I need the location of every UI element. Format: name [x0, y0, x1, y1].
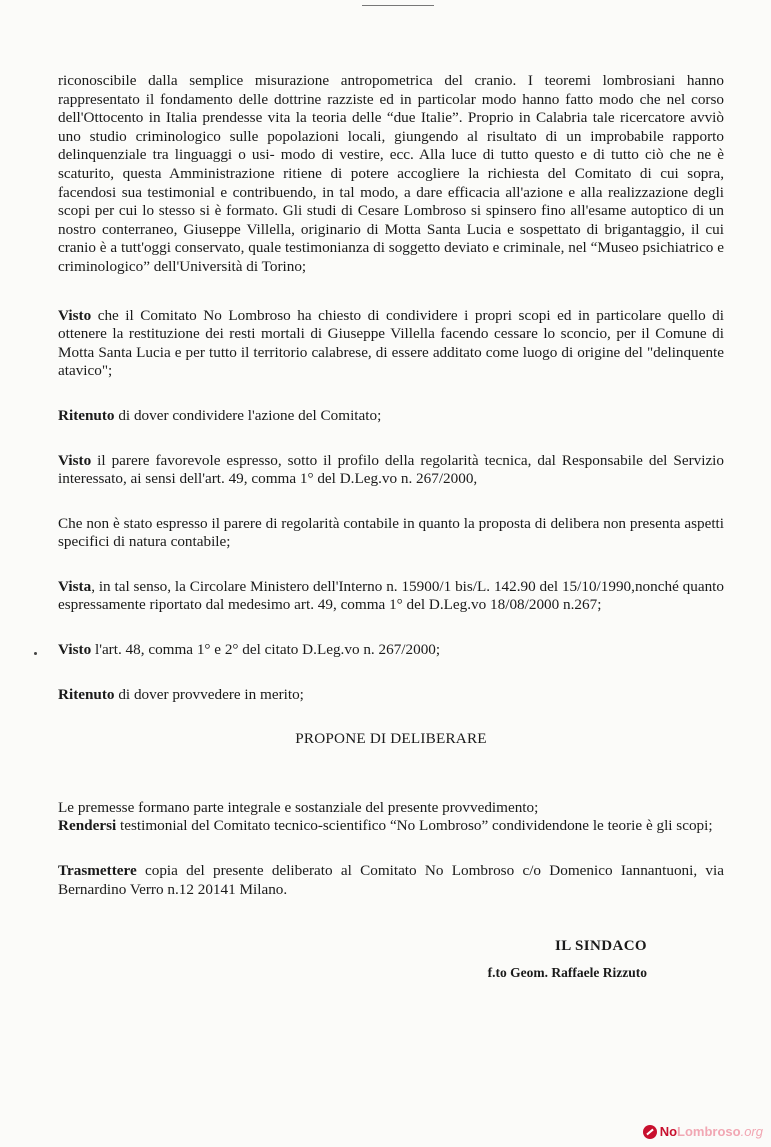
paragraph-text: l'art. 48, comma 1° e 2° del citato D.Leg.vo n. 267/2000;	[91, 641, 441, 659]
paragraph-regolarita-contabile: Che non è stato espresso il parere di regolarità contabile in quanto la proposta di delibera non presenta aspetti specifici di natura contabile;	[58, 514, 724, 551]
paragraph-text: di dover provvedere in merito;	[114, 685, 304, 703]
paragraph-visto-art48	[58, 641, 724, 660]
paragraph-text: il parere favorevole espresso, sotto il profilo della regolarità tecnica, dal Responsabile del Servizio interessato, ai sensi dell'art. 49, comma 1° del D.Leg.vo n. 267/2000,	[58, 451, 724, 488]
paragraph-text: , in tal senso, la Circolare Ministero dell'Interno n. 15900/1 bis/L. 142.90 del 15/10/1990,nonché quanto espressamente riportato dal medesimo art. 49, comma 1° del D.Leg.vo 18/08/2000 n.267;	[58, 577, 724, 614]
paragraph-text: di dover condividere l'azione del Comitato;	[114, 406, 382, 424]
lead-visto: Visto	[58, 641, 92, 659]
lead-rendersi: Rendersi	[58, 817, 117, 835]
paragraph-ritenuto-condividere	[58, 407, 724, 426]
signature-name: f.to Geom. Raffaele Rizzuto	[487, 965, 647, 980]
watermark-logo	[643, 1124, 763, 1139]
watermark-no: No	[659, 1124, 678, 1139]
signature-title: IL SINDACO	[555, 938, 647, 954]
paragraph-lombroso-theories: riconoscibile dalla semplice misurazione antropometrica del cranio. I teoremi lombrosiani hanno rappresentato il fondamento delle dottrine razziste ed in particolar modo hanno fatto modo che nel corso dell'Ottocento in Italia prendesse vita la teoria delle “due Italie”. Proprio in Calabria tale ricercatore avviò uno studio criminologico sulle popolazioni locali, giungendo al risultato di un improbabile rapporto delinquenziale tra linguaggi o usi- modo di vestire, ecc. Alla luce di tutto questo e di tutto ciò che ne è scaturito, questa Amministrazione ritiene di potere accogliere la richiesta del Comitato di cui sopra, facendosi sua testimonial e contribuendo, in tal modo, a dare efficacia all'azione e alla realizzazione degli scopi per cui lo stesso si è formato. Gli studi di Cesare Lombroso si spinsero fino all'esame autoptico di un nostro conterraneo, Giuseppe Villella, originario di Motta Santa Lucia e sospettato di brigantaggio, il cui cranio è a tutt'oggi conservato, quale testimonianza di soggetto deviato e criminale, nel “Museo psichiatrico e criminologico” dell'Università di Torino;	[58, 72, 724, 275]
resolution-trasmettere	[58, 862, 724, 899]
paragraph-ritenuto-provvedere	[58, 686, 724, 705]
resolution-text: testimonial del Comitato tecnico-scientifico “No Lombroso” condividendone le teorie è gli scopi;	[116, 817, 713, 835]
lead-visto: Visto	[58, 306, 92, 324]
top-scan-line	[362, 5, 434, 6]
paragraph-vista-circolare	[58, 578, 724, 615]
lead-vista: Vista	[58, 577, 92, 595]
no-sign-icon	[643, 1125, 657, 1139]
lead-visto: Visto	[58, 451, 92, 469]
margin-dot	[34, 652, 37, 655]
paragraph-visto-comitato	[58, 307, 724, 381]
watermark-org: .org	[740, 1124, 763, 1139]
paragraph-visto-parere	[58, 452, 724, 489]
resolution-rendersi	[58, 817, 724, 836]
resolution-text: copia del presente deliberato al Comitato No Lombroso c/o Domenico Iannantuoni, via Bernardino Verro n.12 20141 Milano.	[58, 862, 724, 898]
watermark-lombroso: Lombroso	[677, 1124, 741, 1139]
resolution-premesse: Le premesse formano parte integrale e sostanziale del presente provvedimento;	[58, 798, 539, 816]
signature-block	[488, 938, 647, 981]
document-body	[58, 72, 724, 925]
section-heading: PROPONE DI DELIBERARE	[295, 730, 487, 748]
paragraph-text: che il Comitato No Lombroso ha chiesto di condividere i propri scopi ed in particolare quello di ottenere la restituzione dei resti mortali di Giuseppe Villella facendo cessare lo sconcio, per il Comune di Motta Santa Lucia e per tutto il territorio calabrese, di essere additato come luogo di origine del "delinquente atavico";	[58, 306, 724, 380]
lead-ritenuto: Ritenuto	[58, 406, 115, 424]
lead-ritenuto: Ritenuto	[58, 685, 115, 703]
lead-trasmettere: Trasmettere	[58, 862, 137, 880]
